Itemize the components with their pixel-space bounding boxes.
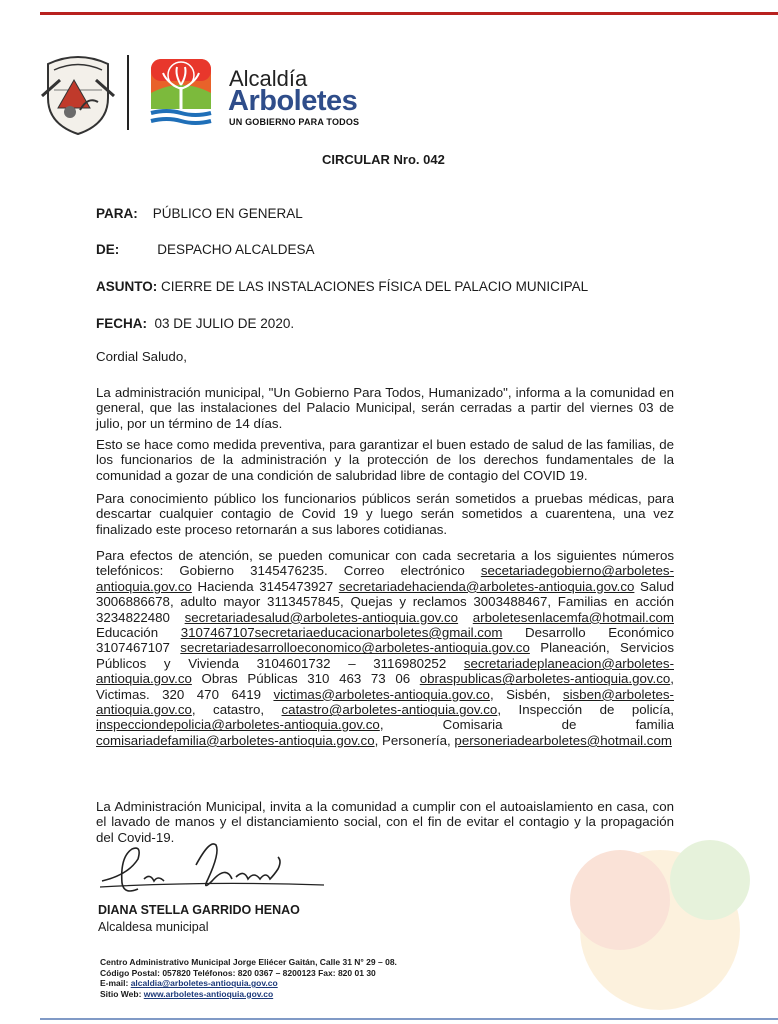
email-educacion-link[interactable]: 3107467107secretariaeducacionarboletes@gmail.com [180, 625, 503, 641]
para-label: PARA: [96, 206, 138, 221]
email-desarrollo-link[interactable]: secretariadesarrolloeconomico@arboletes-antioquia.gov.co [180, 640, 530, 656]
footer [100, 957, 397, 999]
paragraph-medical: Para conocimiento público los funcionarios públicos serán sometidos a pruebas médicas, para descartar cualquier contagio de Covid 19 y luego serán sometidos a cuarentena, una vez finalizado este proceso retornarán a sus labores cotidianas. [96, 491, 674, 537]
footer-email-link[interactable]: alcaldia@arboletes-antioquia.gov.co [130, 978, 278, 988]
email-comisaria-link[interactable]: comisariadefamilia@arboletes-antioquia.gov.co [96, 732, 375, 748]
contacts-educacion: Educación [96, 625, 181, 641]
email-victimas-link[interactable]: victimas@arboletes-antioquia.gov.co [273, 686, 490, 702]
footer-web-link[interactable]: www.arboletes-antioquia.gov.co [143, 988, 274, 999]
paragraph-preventive: Esto se hace como medida preventiva, para garantizar el buen estado de salud de las familias, de los funcionarios de la administración y la protección de los derechos fundamentales de la comunidad a gozar de una condición de salubridad libre de contagio del COVID 19. [96, 437, 674, 483]
footer-web-row [100, 989, 397, 1000]
circular-number: CIRCULAR Nro. 042 [322, 152, 445, 167]
contacts-catastro: , catastro, [191, 702, 282, 718]
greeting: Cordial Saludo, [96, 349, 187, 364]
email-obras-link[interactable]: obraspublicas@arboletes-antioquia.gov.co [419, 671, 671, 687]
footer-postal: Código Postal: 057820 Teléfonos: 820 0367 – 8200123 Fax: 820 01 30 [100, 967, 376, 978]
de-field [96, 242, 315, 257]
contacts-planeacion: Planeación, Servicios Públicos y Vivienda 3104601732 – 3116980252 [96, 640, 674, 671]
email-personeria-link[interactable]: personeriadearboletes@hotmail.com [454, 732, 672, 748]
para-value: PÚBLICO EN GENERAL [152, 206, 303, 221]
contacts-separator [458, 610, 473, 625]
contacts-hacienda: Hacienda 3145473927 [191, 578, 339, 594]
footer-email-label: E-mail: [100, 978, 131, 988]
email-gobierno-link[interactable]: secetariadegobierno@arboletes-antioquia.gov.co [96, 563, 674, 594]
para-field [96, 206, 303, 221]
footer-web-label: Sitio Web: [100, 988, 144, 999]
contacts-paragraph [96, 548, 674, 748]
contacts-inspeccion: , Inspección de policía, [497, 702, 674, 718]
asunto-value: CIERRE DE LAS INSTALACIONES FÍSICA DEL PALACIO MUNICIPAL [161, 279, 589, 294]
bottom-rule [40, 1018, 778, 1020]
signer-name: DIANA STELLA GARRIDO HENAO [98, 903, 300, 917]
asunto-field [96, 279, 588, 294]
municipal-shield-icon [40, 50, 116, 136]
email-salud-link[interactable]: secretariadesalud@arboletes-antioquia.gov.co [184, 609, 459, 625]
email-planeacion-link[interactable]: secretariadeplaneacion@arboletes-antioquia.gov.co [96, 655, 674, 687]
fecha-label: FECHA: [96, 316, 147, 331]
de-label: DE: [96, 242, 120, 257]
paragraph-announcement: La administración municipal, "Un Gobierno Para Todos, Humanizado", informa a la comunidad en general, que las instalaciones del Palacio Municipal, serán cerradas a partir del viernes 03 de julio, por un término de 14 días. [96, 385, 674, 431]
fecha-value: 03 DE JULIO DE 2020. [154, 316, 295, 331]
contacts-victimas: , Victimas. 320 470 6419 [96, 671, 674, 702]
contacts-personeria: , Personería, [374, 732, 455, 748]
arboletes-tree-logo-icon [147, 55, 215, 129]
contacts-comisaria: , Comisaria de familia [379, 717, 674, 733]
contacts-intro: Para efectos de atención, se pueden comunicar con cada secretaria a los siguientes números telefónicos: Gobierno 3145476235. Correo electrónico [96, 548, 674, 579]
email-sisben-link[interactable]: sisben@arboletes-antioquia.gov.co [96, 686, 674, 718]
signer-role: Alcaldesa municipal [98, 920, 209, 934]
email-catastro-link[interactable]: catastro@arboletes-antioquia.gov.co [281, 702, 498, 718]
contacts-sisben: , Sisbén, [489, 686, 563, 702]
brand-top-text: Alcaldía [229, 66, 308, 91]
de-value: DESPACHO ALCALDESA [157, 242, 315, 257]
footer-address: Centro Administrativo Municipal Jorge Eliécer Gaitán, Calle 31 N° 29 – 08. [100, 957, 397, 967]
asunto-label: ASUNTO: [96, 279, 158, 294]
brand-name: Arboletes [228, 85, 358, 117]
top-rule [40, 12, 778, 15]
footer-email-row [100, 978, 397, 989]
header-divider [127, 55, 129, 130]
closing-paragraph: La Administración Municipal, invita a la comunidad a cumplir con el autoaislamiento en casa, con el lavado de manos y el distanciamiento social, con el fin de evitar el contagio y la propagación del Covid-19. [96, 799, 674, 845]
email-inspeccion-link[interactable]: inspecciondepolicia@arboletes-antioquia.gov.co [96, 717, 380, 733]
fecha-field [96, 316, 294, 331]
watermark-logo-icon [470, 820, 770, 1010]
contacts-obras: Obras Públicas 310 463 73 06 [191, 671, 420, 687]
email-hacienda-link[interactable]: secretariadehacienda@arboletes-antioquia.gov.co [338, 578, 635, 594]
contacts-desarrollo: Desarrollo Económico 3107467107 [96, 625, 674, 656]
email-enlace-link[interactable]: arboletesenlacemfa@hotmail.com [472, 609, 674, 625]
brand-tagline: UN GOBIERNO PARA TODOS [229, 117, 360, 127]
contacts-salud: Salud 3006886678, adulto mayor 3113457845, Quejas y reclamos 3003488467, Familias en acción 3234822480 [96, 578, 675, 625]
handwritten-signature [98, 835, 328, 901]
